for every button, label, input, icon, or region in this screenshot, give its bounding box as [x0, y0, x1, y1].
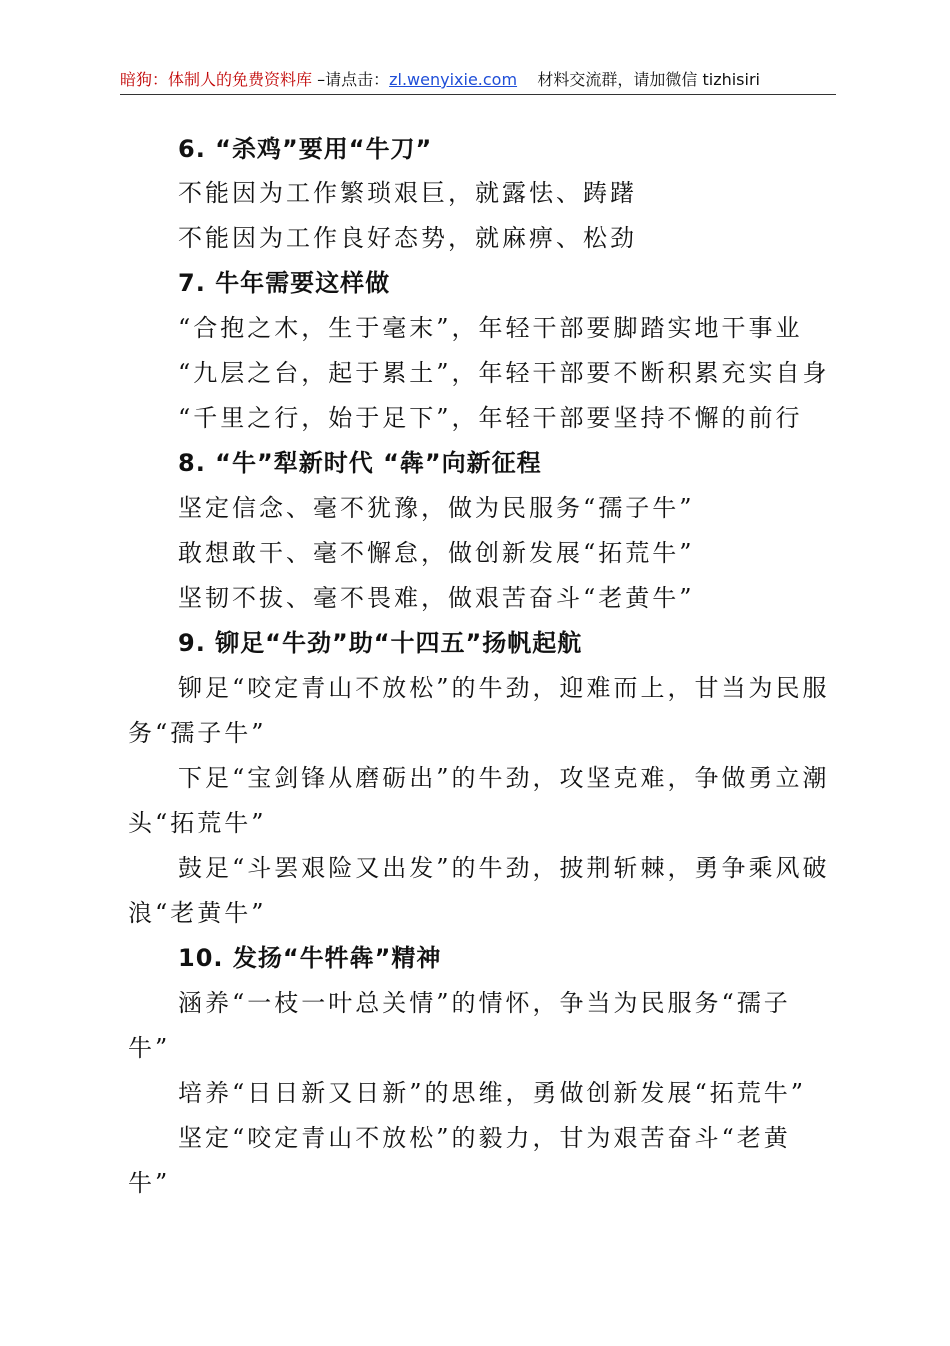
body-line: “九层之台，起于累土”，年轻干部要不断积累充实自身 [178, 359, 830, 387]
paragraph-first-line: 下足“宝剑锋从磨砺出”的牛劲，攻坚克难，争做勇立潮 [178, 764, 830, 792]
paragraph-continuation: 头“拓荒牛” [128, 809, 267, 837]
section-title: 6. “杀鸡”要用“牛刀” [178, 135, 433, 163]
paragraph-continuation: 牛” [128, 1034, 171, 1062]
paragraph-continuation: 务“孺子牛” [128, 719, 267, 747]
header-contact-note: 材料交流群，请加微信 tizhisiri [537, 70, 760, 89]
body-line: 坚定信念、毫不犹豫，做为民服务“孺子牛” [178, 494, 695, 522]
paragraph-first-line: 涵养“一枝一叶总关情”的情怀，争当为民服务“孺子 [178, 989, 791, 1017]
header-source-label: 暗狗：体制人的免费资料库 [120, 70, 313, 89]
paragraph-continuation: 浪“老黄牛” [128, 899, 267, 927]
body-line: “合抱之木，生于毫末”，年轻干部要脚踏实地干事业 [178, 314, 803, 342]
body-line: “千里之行，始于足下”，年轻干部要坚持不懈的前行 [178, 404, 803, 432]
paragraph-first-line: 坚定“咬定青山不放松”的毅力，甘为艰苦奋斗“老黄 [178, 1124, 791, 1152]
body-line: 坚韧不拔、毫不畏难，做艰苦奋斗“老黄牛” [178, 584, 695, 612]
body-line: 不能因为工作繁琐艰巨，就露怯、踌躇 [178, 179, 637, 207]
body-line: 敢想敢干、毫不懈怠，做创新发展“拓荒牛” [178, 539, 695, 567]
section-title: 8. “牛”犁新时代 “犇”向新征程 [178, 449, 542, 477]
paragraph-first-line: 铆足“咬定青山不放松”的牛劲，迎难而上，甘当为民服 [178, 674, 830, 702]
section-title: 10. 发扬“牛牪犇”精神 [178, 944, 442, 972]
body-line: 不能因为工作良好态势，就麻痹、松劲 [178, 224, 637, 252]
paragraph-continuation: 牛” [128, 1169, 171, 1197]
header-divider [120, 94, 836, 95]
section-title: 9. 铆足“牛劲”助“十四五”扬帆起航 [178, 629, 583, 657]
paragraph-first-line: 鼓足“斗罢艰险又出发”的牛劲，披荆斩棘，勇争乘风破 [178, 854, 830, 882]
page-header [120, 68, 836, 92]
paragraph-first-line: 培养“日日新又日新”的思维，勇做创新发展“拓荒牛” [178, 1079, 807, 1107]
header-link[interactable]: zl.wenyixie.com [389, 70, 518, 89]
header-click-prompt: –请点击： [312, 70, 390, 89]
section-title: 7. 牛年需要这样做 [178, 269, 391, 297]
